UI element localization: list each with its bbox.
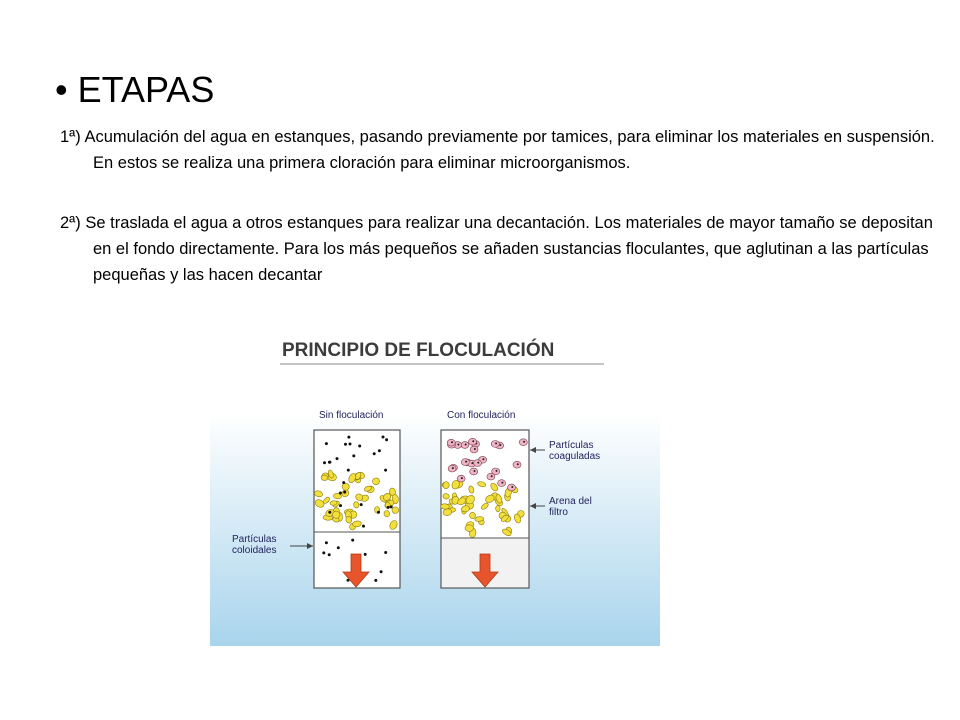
tank-con-floculacion <box>440 430 529 588</box>
sand-grain <box>352 521 361 528</box>
sand-grain <box>465 525 474 532</box>
floc-core <box>465 461 467 463</box>
label-particulas-coloidales: Partículas coloidales <box>232 534 277 556</box>
colloidal-particle <box>347 436 350 439</box>
floc-core <box>474 448 476 450</box>
floc-core <box>451 441 453 443</box>
label-arena-del-filtro: Arena del filtro <box>549 496 592 518</box>
colloidal-particle <box>380 570 383 573</box>
sand-grain <box>321 475 328 481</box>
sand-grain <box>384 510 390 517</box>
colloidal-particle <box>343 491 346 494</box>
colloidal-particle <box>342 481 345 484</box>
floc-core <box>457 444 459 446</box>
colloidal-particle <box>328 553 331 556</box>
floc-core <box>523 441 525 443</box>
colloidal-particle <box>351 539 354 542</box>
flocculation-figure <box>210 322 660 646</box>
colloidal-particle <box>325 541 328 544</box>
floc-core <box>511 486 513 488</box>
floc-core <box>499 444 501 446</box>
colloidal-particle <box>337 546 340 549</box>
floc-core <box>501 482 503 484</box>
colloidal-particle <box>323 461 326 464</box>
colloidal-particle <box>339 504 342 507</box>
colloidal-particle <box>328 461 331 464</box>
floc-core <box>496 470 498 472</box>
colloidal-particle <box>364 553 367 556</box>
colloidal-particle <box>382 436 385 439</box>
colloidal-particle <box>378 449 381 452</box>
colloidal-particle <box>328 511 331 514</box>
colloidal-particle <box>377 511 380 514</box>
label-sin-floculacion: Sin floculación <box>319 410 384 421</box>
colloidal-particle <box>373 452 376 455</box>
floc-core <box>491 475 493 477</box>
slide-title <box>55 64 214 116</box>
colloidal-particle <box>344 443 347 446</box>
sand-grain <box>496 505 501 512</box>
floc-core <box>474 470 476 472</box>
figure-background <box>210 322 660 646</box>
floc-core <box>461 477 463 479</box>
paragraph-stage-1: 1ª) Acumulación del agua en estanques, pasando previamente por tamices, para eliminar los materiales en suspensión. En estos se realiza una primera cloración para eliminar microorganismos. <box>60 128 935 172</box>
colloidal-particle <box>349 443 352 446</box>
title-text: ETAPAS <box>77 69 215 110</box>
colloidal-particle <box>384 469 387 472</box>
label-particulas-coaguladas: Partículas coaguladas <box>549 440 601 462</box>
floc-core <box>517 463 519 465</box>
colloidal-particle <box>384 551 387 554</box>
colloidal-particle <box>325 442 328 445</box>
floc-core <box>471 462 473 464</box>
colloidal-particle <box>352 454 355 457</box>
flocculation-diagram <box>210 322 660 646</box>
colloidal-particle <box>362 525 365 528</box>
colloidal-particle <box>322 551 325 554</box>
colloidal-particle <box>347 469 350 472</box>
colloidal-particle <box>336 457 339 460</box>
colloidal-particle <box>360 503 363 506</box>
label-con-floculacion: Con floculación <box>447 410 516 421</box>
figure-title: PRINCIPIO DE FLOCULACIÓN <box>282 340 555 361</box>
floc-core <box>495 442 497 444</box>
colloidal-particle <box>374 579 377 582</box>
tank-sin-floculacion <box>314 430 400 588</box>
colloidal-particle <box>387 506 390 509</box>
colloidal-particle <box>390 505 393 508</box>
floc-core <box>477 462 479 464</box>
floc-core <box>465 444 467 446</box>
colloidal-particle <box>385 438 388 441</box>
floc-core <box>482 458 484 460</box>
paragraph-stage-2: 2ª) Se traslada el agua a otros estanques para realizar una decantación. Los materiales de mayor tamaño se depositan en el fondo directamente. Para los más pequeños se añaden sustancias floculantes, que aglutinan a las partículas pequeñas y las hacen decantar <box>60 214 933 284</box>
colloidal-particle <box>358 445 361 448</box>
colloidal-particle <box>339 492 342 495</box>
title-bullet: • <box>55 69 68 110</box>
floc-core <box>472 440 474 442</box>
floc-core <box>452 467 454 469</box>
